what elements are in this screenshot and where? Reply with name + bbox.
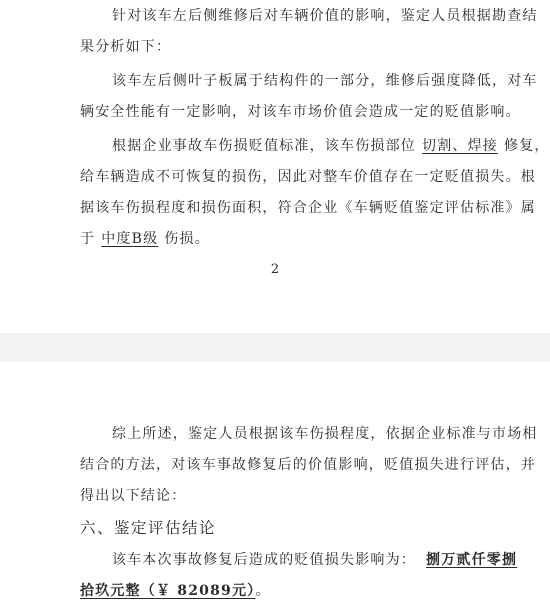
- paragraph-3-line-2: 给车辆造成不可恢复的损伤，因此对整车价值存在一定贬值损失。根: [80, 169, 536, 185]
- paragraph-2-line-1: 该车左后侧叶子板属于结构件的一部分，维修后强度降低，对车: [112, 73, 538, 89]
- document-page-2: [0, 362, 550, 604]
- conclusion-prefix: 该车本次事故修复后造成的贬值损失影响为：: [112, 552, 416, 568]
- summary-line-3: 得出以下结论：: [80, 488, 187, 504]
- amount-words-part-2: 拾玖元整（￥ 82089元）: [80, 583, 256, 599]
- paragraph-3-line-3: 据该车伤损程度和损伤面积，符合企业《车辆贬值鉴定评估标准》属: [80, 200, 536, 216]
- paragraph-1-line-1: 针对该车左后侧维修后对车辆价值的影响，鉴定人员根据勘查结: [112, 8, 538, 24]
- paragraph-3-line-1: [112, 136, 550, 156]
- damage-grade-field: 中度B级: [101, 231, 159, 247]
- summary-line-2: 结合的方法，对该车事故修复后的价值影响，贬值损失进行评估，并: [80, 457, 536, 473]
- summary-line-1: 综上所述，鉴定人员根据该车伤损程度，依据企业标准与市场相: [112, 426, 538, 442]
- paragraph-2-line-2: 辆安全性能有一定影响，对该车市场价值会造成一定的贬值影响。: [80, 104, 521, 120]
- paragraph-3-line-4: [80, 229, 210, 249]
- damage-method-field: 切割、焊接: [422, 138, 498, 154]
- conclusion-line-1: [112, 550, 517, 570]
- paragraph-3-suffix: 修复，: [504, 138, 550, 154]
- page-number: 2: [270, 262, 280, 277]
- conclusion-end: 。: [255, 583, 271, 599]
- paragraph-1-line-2: 果分析如下：: [80, 39, 172, 55]
- section-heading: 六、鉴定评估结论: [80, 519, 217, 537]
- amount-words-part-1: 捌万贰仟零捌: [426, 552, 518, 568]
- paragraph-3-prefix: 根据企业事故车伤损贬值标准，该车伤损部位: [112, 138, 416, 154]
- paragraph-4-suffix: 伤损。: [164, 231, 210, 247]
- conclusion-line-2: [80, 581, 271, 601]
- paragraph-4-prefix: 于: [80, 231, 96, 247]
